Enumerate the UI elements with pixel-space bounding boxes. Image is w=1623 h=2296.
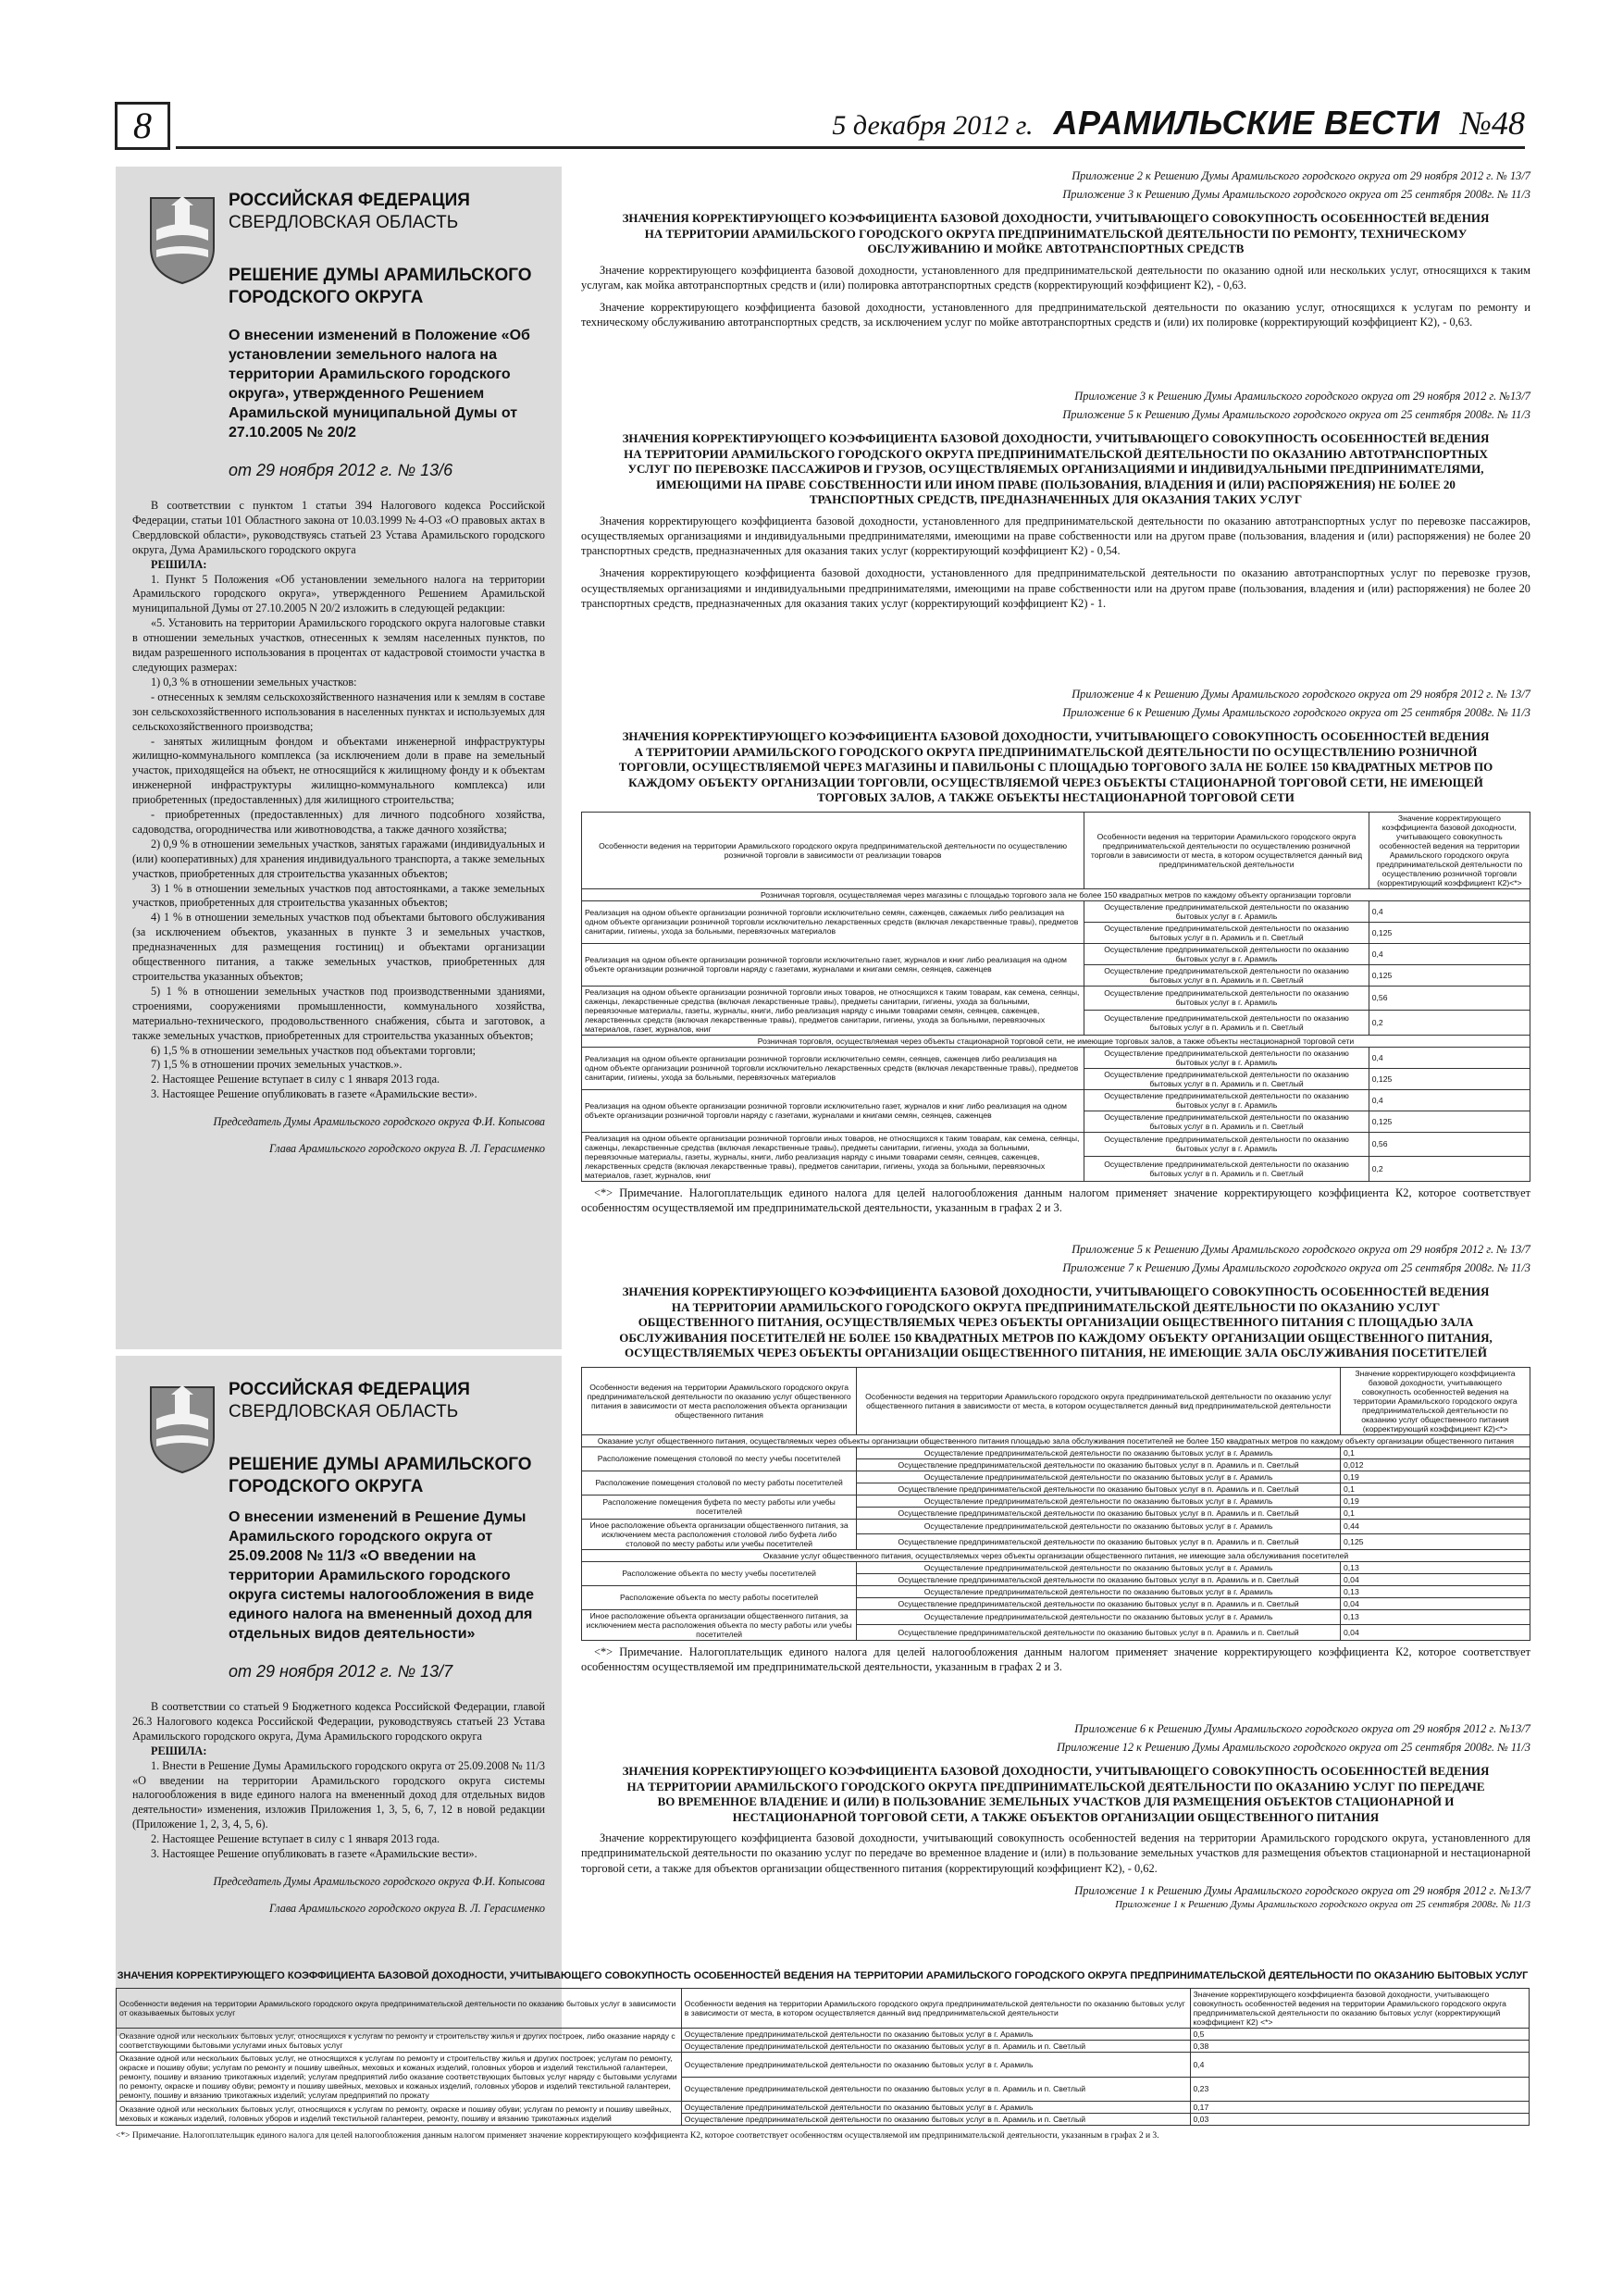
appendix-ref: Приложение 1 к Решению Думы Арамильского городского округа от 25 сентября 2008г. № 11/3 [1115,1898,1530,1910]
table-cell: Осуществление предпринимательской деятельности по оказанию бытовых услуг в г. Арамиль [857,1519,1341,1534]
paragraph: «5. Установить на территории Арамильского городского округа налоговые ставки в отношении земельных участков, отнесенных к землям населенных пунктов, по видам разрешенного использования в процентах от кадастровой стоимости участка в следующих размерах: [132,616,545,674]
table-cell: Реализация на одном объекте организации розничной торговли иных товаров, не относящихся к таким товарам, как семена, сеянцы, саженцы, лекарственные средства (включая лекарственные травы), предметы санитарии, гигиены, ухода за больными, перевязочные материалы, газеты, журналы, книги, либо реализация наряду с иными товарами семян, сеянцев, саженцев, лекарственных средств (включая лекарственные травы), предметов санитарии, гигиены, ухода за больными, перевязочных материалов, газет, журналов, книг [582,986,1084,1035]
table-section-row: Розничная торговля, осуществляемая через магазины с площадью торгового зала не более 150 квадратных метров по каждому объекту организации торговли [582,888,1530,900]
table-cell: 0,125 [1369,964,1530,986]
table-row [582,1519,1530,1534]
table-cell: Осуществление предпринимательской деятельности по оказанию бытовых услуг в п. Арамиль и п. Светлый [1084,1111,1369,1132]
appendix-ref: Приложение 1 к Решению Думы Арамильского городского округа от 29 ноября 2012 г. №13/7 [1074,1883,1530,1897]
table-row [582,943,1530,964]
appendix-ref: Приложение 5 к Решению Думы Арамильского городского округа от 25 сентября 2008г. № 11/3 [1062,408,1530,421]
table-cell: Осуществление предпринимательской деятельности по оказанию бытовых услуг в г. Арамиль [681,2102,1190,2114]
table-cell: 0,03 [1190,2114,1529,2126]
table-cell: Осуществление предпринимательской деятельности по оказанию бытовых услуг в г. Арамиль [1084,943,1369,964]
paragraph: 2. Настоящее Решение вступает в силу с 1 января 2013 года. [151,1832,440,1846]
signature-head: Глава Арамильского городского округа В. Л. Герасименко [268,1901,545,1915]
table-cell: Осуществление предпринимательской деятельности по оказанию бытовых услуг в п. Арамиль и п. Светлый [1084,922,1369,943]
table-cell: Расположение помещения буфета по месту работы или учебы посетителей [582,1495,857,1519]
table-cell: Осуществление предпринимательской деятельности по оказанию бытовых услуг в п. Арамиль и п. Светлый [1084,1011,1369,1036]
appendix-3 [581,387,1530,618]
appendix-4 [581,685,1530,1215]
table-cell: 0,04 [1341,1573,1530,1585]
section-title: ЗНАЧЕНИЯ КОРРЕКТИРУЮЩЕГО КОЭФФИЦИЕНТА БАЗОВОЙ ДОХОДНОСТИ, УЧИТЫВАЮЩЕГО СОВОКУПНОСТЬ ОСОБЕННОСТЕЙ ВЕДЕНИЯ НА ТЕРРИТОРИИ АРАМИЛЬСКОГО ГОРОДСКОГО ОКРУГА ПРЕДПРИНИМАТЕЛЬСКОЙ ДЕЯТЕЛЬНОСТИ ПО ОКАЗАНИЮ УСЛУГ ОБЩЕСТВЕННОГО ПИТАНИЯ, ОСУЩЕСТВЛЯЕМЫХ ЧЕРЕЗ ОБЪЕКТЫ ОРГАНИЗАЦИИ ОБЩЕСТВЕННОГО ПИТАНИЯ С ПЛОЩАДЬЮ ЗАЛА ОБСЛУЖИВАНИЯ ПОСЕТИТЕЛЕЙ НЕ БОЛЕЕ 150 КВАДРАТНЫХ МЕТРОВ ПО КАЖДОМУ ОБЪЕКТУ ОРГАНИЗАЦИИ ОБЩЕСТВЕННОГО ПИТАНИЯ, ОСУЩЕСТВЛЯЕМЫХ ЧЕРЕЗ ОБЪЕКТЫ ОРГАНИЗАЦИИ ОБЩЕСТВЕННОГО ПИТАНИЯ, НЕ ИМЕЮЩИЕ ЗАЛА ОБСЛУЖИВАНИЯ ПОСЕТИТЕЛЕЙ [619,1285,1493,1359]
table-row [117,2053,1530,2078]
decision-title: РЕШЕНИЕ ДУМЫ АРАМИЛЬСКОГО ГОРОДСКОГО ОКРУГА [229,1455,532,1496]
table-cell: Осуществление предпринимательской деятельности по оказанию бытовых услуг в п. Арамиль и п. Светлый [857,1597,1341,1609]
table-header: Особенности ведения на территории Арамильского городского округа предпринимательской деятельности по оказанию услуг общественного питания в зависимости от места, в котором осуществляется данный вид предпринимательской деятельности [857,1367,1341,1434]
table-cell: Реализация на одном объекте организации розничной торговли исключительно газет, журналов и книг либо реализация на одном объекте организации розничной торговли наряду с газетами, журналами и книгами семян, сеянцев, саженцев [582,943,1084,986]
table-cell: 0,17 [1190,2102,1529,2114]
table-cell: Реализация на одном объекте организации розничной торговли исключительно семян, саженцев, сажаемых либо реализация на одном объекте организации розничной торговли исключительно лекарственных средств (включая лекарственные травы), предметов санитарии, гигиены, ухода за больными, перевязочных материалов [582,900,1084,943]
masthead [832,104,1525,143]
table-header: Особенности ведения на территории Арамильского городского округа предпринимательской деятельности по осуществлению розничной торговли в зависимости от реализации товаров [582,812,1084,888]
table-header: Особенности ведения на территории Арамильского городского округа предпринимательской деятельности по оказанию услуг общественного питания в зависимости от места расположения объекта организации общественного питания [582,1367,857,1434]
decision-subtitle: О внесении изменений в Решение Думы Арамильского городского округа от 25.09.2008 № 11/3 «О введении на территории Арамильского городского округа системы налогообложения в виде единого налога на вмененный доход для отдельных видов деятельности» [229,1509,534,1642]
table-cell: 0,012 [1341,1458,1530,1471]
section-title: ЗНАЧЕНИЯ КОРРЕКТИРУЮЩЕГО КОЭФФИЦИЕНТА БАЗОВОЙ ДОХОДНОСТИ, УЧИТЫВАЮЩЕГО СОВОКУПНОСТЬ ОСОБЕННОСТЕЙ ВЕДЕНИЯ НА ТЕРРИТОРИИ АРАМИЛЬСКОГО ГОРОДСКОГО ОКРУГА ПРЕДПРИНИМАТЕЛЬСКОЙ ДЕЯТЕЛЬНОСТИ ПО ОКАЗАНИЮ БЫТОВЫХ УСЛУГ [117,1970,1529,1981]
resolved-label: РЕШИЛА: [151,557,207,571]
table-row [582,900,1530,922]
org-country: РОССИЙСКАЯ ФЕДЕРАЦИЯ [229,191,470,210]
table-cell: 0,1 [1341,1507,1530,1519]
table-header: Значение корректирующего коэффициента базовой доходности, учитывающего совокупность особенностей ведения на территории Арамильского городского округа предпринимательской деятельности по осуществлению розничной торговли (корректирующий коэффициент К2)<*> [1369,812,1530,888]
signature-chair: Председатель Думы Арамильского городского округа Ф.И. Копысова [213,1874,545,1888]
table-cell: Осуществление предпринимательской деятельности по оказанию бытовых услуг в г. Арамиль [1084,986,1369,1011]
decision-subtitle: О внесении изменений в Положение «Об установлении земельного налога на территории Арамильского городского округа», утвержденного Решением Арамильской муниципальной Думы от 27.10.2005 № 20/2 [229,328,530,441]
table-cell: 0,38 [1190,2041,1529,2053]
table-footnote: <*> Примечание. Налогоплательщик единого налога для целей налогообложения данным налогом применяет значение корректирующего коэффициента К2, которое соответствует особенностям осуществляемой им предпринимательской деятельности, указанным в графах 2 и 3. [581,1185,1530,1214]
decision-date: от 29 ноября 2012 г. № 13/6 [229,461,453,479]
table-footnote: <*> Примечание. Налогоплательщик единого налога для целей налогообложения данным налогом применяет значение корректирующего коэффициента К2, которое соответствует особенностям осуществляемой им предпринимательской деятельности, указанным в графах 2 и 3. [116,2131,1159,2141]
table-cell: Реализация на одном объекте организации розничной торговли исключительно газет, журналов и книг либо реализация на одном объекте организации розничной торговли наряду с газетами, журналами и книгами семян, сеянцев, саженцев [582,1089,1084,1132]
decision-body [132,1700,545,1862]
table-cell: 0,4 [1369,900,1530,922]
table-section-row: Оказание услуг общественного питания, осуществляемых через объекты организации общественного питания, не имеющие зала обслуживания посетителей [582,1549,1530,1561]
table-row [117,2102,1530,2114]
paragraph: Значение корректирующего коэффициента базовой доходности, учитывающий совокупность особенностей ведения на территории Арамильского городского округа, установленного для предпринимательской деятельности по оказанию услуг по передаче во временное владение и (или) в пользование земельных участков для размещения объектов стационарной и нестационарной торговой сети, а также для объектов организации общественного питания (корректирующий коэффициент К2), - 0,62. [581,1831,1530,1875]
table-cell: 0,4 [1369,1089,1530,1111]
table-footnote: <*> Примечание. Налогоплательщик единого налога для целей налогообложения данным налогом применяет значение корректирующего коэффициента К2, которое соответствует особенностям осуществляемой им предпринимательской деятельности, указанным в графах 2 и 3. [581,1644,1530,1673]
table-cell: Осуществление предпринимательской деятельности по оказанию бытовых услуг в г. Арамиль [1084,900,1369,922]
table-cell: 0,4 [1369,943,1530,964]
decision-title: РЕШЕНИЕ ДУМЫ АРАМИЛЬСКОГО ГОРОДСКОГО ОКРУГА [229,266,532,307]
table-cell: 0,2 [1369,1157,1530,1182]
table-header: Значение корректирующего коэффициента базовой доходности, учитывающего совокупность особенностей ведения на территории Арамильского городского округа предпринимательской деятельности по оказанию бытовых услуг (корректирующий коэффициент К2) <*> [1190,1989,1529,2029]
table-cell: 0,2 [1369,1011,1530,1036]
table-row [582,1585,1530,1597]
table-cell: Осуществление предпринимательской деятельности по оказанию бытовых услуг в г. Арамиль [857,1446,1341,1458]
table-cell: Оказание одной или нескольких бытовых услуг, относящихся к услугам по ремонту и строительству жилья и других построек, либо оказание наряду с соответствующими бытовыми услугами иных бытовых услуг [117,2029,682,2053]
table-cell: Осуществление предпринимательской деятельности по оказанию бытовых услуг в п. Арамиль и п. Светлый [857,1625,1341,1641]
table-cell: 0,56 [1369,1132,1530,1157]
paragraph: Значение корректирующего коэффициента базовой доходности, установленного для предпринимательской деятельности по оказанию услуг, относящихся к услугам по ремонту и техническому обслуживанию автотранспортных средств, за исключением услуг по мойке автотранспортных средств и (или) их полировке (корректирующий коэффициент К2), - 0,63. [581,301,1530,329]
appendix-1 [116,1969,1530,2141]
table-row [582,1089,1530,1111]
appendix-6 [581,1719,1530,1911]
paragraph: 5) 1 % в отношении земельных участков под производственными зданиями, строениями, сооружениями промышленности, коммунального хозяйства, материально-технического, продовольственного снабжения, сбыта и заготовок, а также земельных участков, приобретенных для строительства указанных объектов; [132,984,545,1042]
table-cell: Осуществление предпринимательской деятельности по оказанию бытовых услуг в п. Арамиль и п. Светлый [681,2041,1190,2053]
table-row [582,1471,1530,1483]
table-cell: 0,23 [1190,2077,1529,2102]
paragraph: 3) 1 % в отношении земельных участков под автостоянками, а также земельных участков, приобретенных для строительства указанных объектов; [132,881,545,910]
appendix-ref: Приложение 12 к Решению Думы Арамильского городского округа от 25 сентября 2008г. № 11/3 [1057,1741,1530,1754]
table-cell: Расположение объекта по месту учебы посетителей [582,1561,857,1585]
table-cell: 0,125 [1341,1534,1530,1550]
paragraph: 1) 0,3 % в отношении земельных участков: [151,675,357,689]
signature-head: Глава Арамильского городского округа В. Л. Герасименко [268,1142,545,1156]
paragraph: Значение корректирующего коэффициента базовой доходности, установленного для предпринимательской деятельности по оказанию одной или нескольких услуг, относящихся к таким услугам, как мойка автотранспортных средств и (или) полировка автотранспортных средств (корректирующий коэффициент К2), - 0,63. [581,263,1530,292]
table-cell: Осуществление предпринимательской деятельности по оказанию бытовых услуг в п. Арамиль и п. Светлый [1084,1157,1369,1182]
section-title: ЗНАЧЕНИЯ КОРРЕКТИРУЮЩЕГО КОЭФФИЦИЕНТА БАЗОВОЙ ДОХОДНОСТИ, УЧИТЫВАЮЩЕГО СОВОКУПНОСТЬ ОСОБЕННОСТЕЙ ВЕДЕНИЯ НА ТЕРРИТОРИИ АРАМИЛЬСКОГО ГОРОДСКОГО ОКРУГА ПРЕДПРИНИМАТЕЛЬСКОЙ ДЕЯТЕЛЬНОСТИ ПО ОКАЗАНИЮ АВТОТРАНСПОРТНЫХ УСЛУГ ПО ПЕРЕВОЗКЕ ПАССАЖИРОВ И ГРУЗОВ, ОСУЩЕСТВЛЯЕМЫХ ОРГАНИЗАЦИЯМИ И ИНДИВИДУАЛЬНЫМИ ПРЕДПРИНИМАТЕЛЯМИ, ИМЕЮЩИМИ НА ПРАВЕ СОБСТВЕННОСТИ ИЛИ ИНОМ ПРАВЕ (ПОЛЬЗОВАНИЯ, ВЛАДЕНИЯ И (ИЛИ) РАСПОРЯЖЕНИЯ) НЕ БОЛЕЕ 20 ТРАНСПОРТНЫХ СРЕДСТВ, ПРЕДНАЗНАЧЕННЫХ ДЛЯ ОКАЗАНИЯ ТАКИХ УСЛУГ [622,431,1490,506]
table-row [582,986,1530,1011]
paragraph: - отнесенных к землям сельскохозяйственного назначения или к землям в составе зон сельскохозяйственного использования в населенных пунктах и используемых для сельскохозяйственного производства; [132,689,545,733]
table-row [582,1132,1530,1157]
table-cell: Осуществление предпринимательской деятельности по оказанию бытовых услуг в п. Арамиль и п. Светлый [681,2077,1190,2102]
table-cell: Осуществление предпринимательской деятельности по оказанию бытовых услуг в п. Арамиль и п. Светлый [857,1573,1341,1585]
table-cell: 0,125 [1369,1111,1530,1132]
catering-table [581,1367,1530,1641]
paragraph: 1. Пункт 5 Положения «Об установлении земельного налога на территории Арамильского городского округа», утвержденного Решением Арамильской муниципальной Думы от 27.10.2005 N 20/2 изложить в следующей редакции: [132,572,545,615]
table-row [117,2029,1530,2041]
section-title: ЗНАЧЕНИЯ КОРРЕКТИРУЮЩЕГО КОЭФФИЦИЕНТА БАЗОВОЙ ДОХОДНОСТИ, УЧИТЫВАЮЩЕГО СОВОКУПНОСТЬ ОСОБЕННОСТЕЙ ВЕДЕНИЯ НА ТЕРРИТОРИИ АРАМИЛЬСКОГО ГОРОДСКОГО ОКРУГА ПРЕДПРИНИМАТЕЛЬСКОЙ ДЕЯТЕЛЬНОСТИ ПО ОКАЗАНИЮ УСЛУГ ПО ПЕРЕДАЧЕ ВО ВРЕМЕННОЕ ВЛАДЕНИЕ И (ИЛИ) В ПОЛЬЗОВАНИЕ ЗЕМЕЛЬНЫХ УЧАСТКОВ ДЛЯ РАЗМЕЩЕНИЯ ОБЪЕКТОВ СТАЦИОНАРНОЙ И НЕСТАЦИОНАРНОЙ ТОРГОВОЙ СЕТИ, А ТАКЖЕ ОБЪЕКТОВ ОРГАНИЗАЦИИ ОБЩЕСТВЕННОГО ПИТАНИЯ [622,1764,1490,1824]
table-cell: Иное расположение объекта организации общественного питания, за исключением места расположения объекта по месту работы или учебы посетителей [582,1609,857,1640]
table-cell: 0,4 [1369,1047,1530,1068]
table-cell: Осуществление предпринимательской деятельности по оказанию бытовых услуг в п. Арамиль и п. Светлый [857,1458,1341,1471]
table-cell: Осуществление предпринимательской деятельности по оказанию бытовых услуг в п. Арамиль и п. Светлый [857,1483,1341,1495]
org-header [229,1380,545,1422]
table-cell: Реализация на одном объекте организации розничной торговли иных товаров, не относящихся к таким товарам, как семена, сеянцы, саженцы, лекарственные средства (включая лекарственные травы), предметы санитарии, гигиены, ухода за больными, перевязочные материалы, газеты, журналы, книги, либо реализация наряду с иными товарами семян, сеянцев, саженцев, лекарственных средств (включая лекарственные травы), предметов санитарии, гигиены, ухода за больными, перевязочных материалов, газет, журналов, книг [582,1132,1084,1181]
issue-number: №48 [1460,105,1525,142]
table-cell: Осуществление предпринимательской деятельности по оказанию бытовых услуг в г. Арамиль [857,1495,1341,1507]
table-cell: Осуществление предпринимательской деятельности по оказанию бытовых услуг в г. Арамиль [681,2029,1190,2041]
table-header: Особенности ведения на территории Арамильского городского округа предпринимательской деятельности по осуществлению розничной торговли в зависимости от места, в котором осуществляется данный вид предпринимательской деятельности [1084,812,1369,888]
section-title: ЗНАЧЕНИЯ КОРРЕКТИРУЮЩЕГО КОЭФФИЦИЕНТА БАЗОВОЙ ДОХОДНОСТИ, УЧИТЫВАЮЩЕГО СОВОКУПНОСТЬ ОСОБЕННОСТЕЙ ВЕДЕНИЯ НА ТЕРРИТОРИИ АРАМИЛЬСКОГО ГОРОДСКОГО ОКРУГА ПРЕДПРИНИМАТЕЛЬСКОЙ ДЕЯТЕЛЬНОСТИ ПО РЕМОНТУ, ТЕХНИЧЕСКОМУ ОБСЛУЖИВАНИЮ И МОЙКЕ АВТОТРАНСПОРТНЫХ СРЕДСТВ [622,211,1490,255]
table-cell: Оказание одной или нескольких бытовых услуг, не относящихся к услугам по ремонту и строительству жилья и других построек; услугам по ремонту, окраске и пошиву обуви; услугам по ремонту и пошиву швейных, меховых и кожаных изделий, головных уборов и изделий текстильной галантереи, ремонту, пошиву и вязанию трикотажных изделий; услугам предприятий либо оказание соответствующих бытовых услуг наряду с бытовыми услугами по ремонту, окраске и пошиву обуви; ремонту и пошиву швейных, меховых и кожаных изделий, головных уборов и изделий текстильной галантереи, ремонту, пошиву и вязанию трикотажных изделий; услугам предприятий по прокату [117,2053,682,2102]
table-cell: 0,125 [1369,922,1530,943]
org-region: СВЕРДЛОВСКАЯ ОБЛАСТЬ [229,1402,459,1421]
coat-of-arms-icon [147,1382,217,1474]
table-cell: Осуществление предпринимательской деятельности по оказанию бытовых услуг в г. Арамиль [1084,1089,1369,1111]
signature-chair: Председатель Думы Арамильского городского округа Ф.И. Копысова [213,1115,545,1129]
table-cell: Оказание одной или нескольких бытовых услуг, относящихся к услугам по ремонту, окраске и пошиву обуви; услугам по ремонту и пошиву швейных, меховых и кожаных изделий, головных уборов и изделий текстильной галантереи, ремонту, пошиву и вязанию трикотажных изделий [117,2102,682,2126]
paragraph: 1. Внести в Решение Думы Арамильского городского округа от 25.09.2008 № 11/3 «О введении на территории Арамильского городского округа системы налогообложения в виде единого налога на вмененный доход для отдельных видов деятельности» изменения, изложив Приложения 1, 3, 5, 6, 7, 12 в новой редакции (Приложение 1, 2, 3, 4, 5, 6). [132,1758,545,1831]
table-cell: 0,19 [1341,1471,1530,1483]
appendix-ref: Приложение 4 к Решению Думы Арамильского городского округа от 29 ноября 2012 г. № 13/7 [1072,688,1530,701]
paragraph: 6) 1,5 % в отношении земельных участков под объектами торговли; [151,1043,477,1057]
table-cell: 0,04 [1341,1597,1530,1609]
paragraph: Значения корректирующего коэффициента базовой доходности, установленного для предпринимательской деятельности по оказанию автотранспортных услуг по перевозке грузов, осуществляемых организациями и индивидуальными предпринимателями, имеющими на праве собственности или на другом праве (пользования, владения и (или) распоряжения) не более 20 транспортных средств, предназначенных для оказания таких услуг (корректирующий коэффициент К2) - 1. [581,566,1530,610]
paragraph: 2. Настоящее Решение вступает в силу с 1 января 2013 года. [151,1073,440,1086]
table-cell: 0,19 [1341,1495,1530,1507]
table-cell: 0,4 [1190,2053,1529,2078]
table-cell: Осуществление предпринимательской деятельности по оказанию бытовых услуг в п. Арамиль и п. Светлый [1084,964,1369,986]
paragraph: Значения корректирующего коэффициента базовой доходности, установленного для предпринимательской деятельности по оказанию автотранспортных услуг по перевозке пассажиров, осуществляемых организациями и индивидуальными предпринимателями, имеющими на праве собственности или на другом праве (пользования, владения и (или) распоряжения) не более 20 транспортных средств, предназначенных для оказания таких услуг (корректирующий коэффициент К2) - 0,54. [581,514,1530,558]
table-section-row: Оказание услуг общественного питания, осуществляемых через объекты организации общественного питания площадью зала обслуживания посетителей не более 150 квадратных метров по каждому объекту организации общественного питания [582,1434,1530,1446]
table-cell: 0,125 [1369,1068,1530,1089]
table-cell: Осуществление предпринимательской деятельности по оказанию бытовых услуг в г. Арамиль [1084,1047,1369,1068]
paragraph: В соответствии с пунктом 1 статьи 394 Налогового кодекса Российской Федерации, статьи 101 Областного закона от 10.03.1999 № 4-ОЗ «О правовых актах в Свердловской области», руководствуясь статьей 23 Устава Арамильского городского округа, Дума Арамильского городского округа [132,499,545,556]
table-cell: Осуществление предпринимательской деятельности по оказанию бытовых услуг в г. Арамиль [1084,1132,1369,1157]
paragraph: - занятых жилищным фондом и объектами инженерной инфраструктуры жилищно-коммунального комплекса (за исключением доли в праве на земельный участок, приходящейся на объект, не относящийся к жилищному фонду и к объектам инженерной инфраструктуры жилищно-коммунального комплекса) или приобретенных (предоставленных) для жилищного строительства; [132,734,545,807]
appendix-ref: Приложение 5 к Решению Думы Арамильского городского округа от 29 ноября 2012 г. № 13/7 [1072,1243,1530,1256]
appendix-ref: Приложение 3 к Решению Думы Арамильского городского округа от 29 ноября 2012 г. №13/7 [1074,390,1530,403]
paragraph: 3. Настоящее Решение опубликовать в газете «Арамильские вести». [151,1847,477,1861]
table-cell: 0,5 [1190,2029,1529,2041]
table-row [582,1495,1530,1507]
table-cell: Осуществление предпринимательской деятельности по оказанию бытовых услуг в п. Арамиль и п. Светлый [857,1507,1341,1519]
appendix-ref: Приложение 6 к Решению Думы Арамильского городского округа от 29 ноября 2012 г. №13/7 [1074,1722,1530,1735]
decision-body [132,499,545,1102]
table-cell: Осуществление предпринимательской деятельности по оказанию бытовых услуг в г. Арамиль [857,1609,1341,1625]
table-header: Особенности ведения на территории Арамильского городского округа предпринимательской деятельности по оказанию бытовых услуг в зависимости от оказываемых бытовых услуг [117,1989,682,2029]
decision-date: от 29 ноября 2012 г. № 13/7 [229,1662,453,1681]
table-cell: Расположение объекта по месту работы посетителей [582,1585,857,1609]
appendix-ref: Приложение 6 к Решению Думы Арамильского городского округа от 25 сентября 2008г. № 11/3 [1062,706,1530,719]
paragraph: - приобретенных (предоставленных) для личного подсобного хозяйства, садоводства, огородничества или животноводства, а также дачного хозяйства; [132,808,545,836]
table-cell: Осуществление предпринимательской деятельности по оказанию бытовых услуг в г. Арамиль [857,1585,1341,1597]
resolved-label: РЕШИЛА: [151,1744,207,1757]
paragraph: 3. Настоящее Решение опубликовать в газете «Арамильские вести». [151,1087,477,1101]
table-row [582,1446,1530,1458]
paragraph: 4) 1 % в отношении земельных участков под объектами бытового обслуживания (за исключением объектов, указанных в пункте 3 и земельных участков, предназначенных для размещения гостиниц) и объектами организации общественного питания, а также земельных участков, приобретенных для строительства указанных объектов; [132,911,545,983]
table-cell: Осуществление предпринимательской деятельности по оказанию бытовых услуг в г. Арамиль [681,2053,1190,2078]
paragraph: 2) 0,9 % в отношении земельных участков, занятых гаражами (индивидуальных и (или) кооперативных) для хранения индивидуального транспорта, а также земельных участков, приобретенных для строительства указанных объектов; [132,837,545,880]
table-row [582,1047,1530,1068]
issue-date: 5 декабря 2012 г. [832,110,1034,141]
decision-13-7-block [116,1356,562,2036]
table-row [582,1609,1530,1625]
table-cell: Иное расположение объекта организации общественного питания, за исключением места расположения столовой либо буфета либо столовой по месту работы или учебы посетителей [582,1519,857,1549]
newspaper-name: АРАМИЛЬСКИЕ ВЕСТИ [1053,104,1441,142]
org-region: СВЕРДЛОВСКАЯ ОБЛАСТЬ [229,213,459,232]
table-cell: Осуществление предпринимательской деятельности по оказанию бытовых услуг в п. Арамиль и п. Светлый [681,2114,1190,2126]
table-cell: 0,13 [1341,1609,1530,1625]
table-cell: Осуществление предпринимательской деятельности по оказанию бытовых услуг в г. Арамиль [857,1561,1341,1573]
table-cell: 0,56 [1369,986,1530,1011]
appendix-5 [581,1240,1530,1674]
table-cell: Осуществление предпринимательской деятельности по оказанию бытовых услуг в г. Арамиль [857,1471,1341,1483]
table-cell: 0,04 [1341,1625,1530,1641]
table-cell: Осуществление предпринимательской деятельности по оказанию бытовых услуг в п. Арамиль и п. Светлый [1084,1068,1369,1089]
table-cell: 0,1 [1341,1483,1530,1495]
table-header: Особенности ведения на территории Арамильского городского округа предпринимательской деятельности по оказанию бытовых услуг в зависимости от места, в котором осуществляется данный вид предпринимательской деятельности [681,1989,1190,2029]
household-services-table [116,1988,1530,2126]
decision-13-6-block [116,167,562,1349]
coat-of-arms-icon [147,192,217,285]
org-country: РОССИЙСКАЯ ФЕДЕРАЦИЯ [229,1380,470,1399]
table-cell: Реализация на одном объекте организации розничной торговли исключительно семян, сеянцев, саженцев либо реализация на одном объекте организации розничной торговли исключительно лекарственных средств (включая лекарственные травы), предметов санитарии, гигиены, ухода за больными, перевязочных материалов [582,1047,1084,1089]
appendix-2 [581,167,1530,338]
table-cell: Осуществление предпринимательской деятельности по оказанию бытовых услуг в п. Арамиль и п. Светлый [857,1534,1341,1550]
section-title: ЗНАЧЕНИЯ КОРРЕКТИРУЮЩЕГО КОЭФФИЦИЕНТА БАЗОВОЙ ДОХОДНОСТИ, УЧИТЫВАЮЩЕГО СОВОКУПНОСТЬ ОСОБЕННОСТЕЙ ВЕДЕНИЯ А ТЕРРИТОРИИ АРАМИЛЬСКОГО ГОРОДСКОГО ОКРУГА ПРЕДПРИНИМАТЕЛЬСКОЙ ДЕЯТЕЛЬНОСТИ ПО ОСУЩЕСТВЛЕНИЮ РОЗНИЧНОЙ ТОРГОВЛИ, ОСУЩЕСТВЛЯЕМОЙ ЧЕРЕЗ МАГАЗИНЫ И ПАВИЛЬОНЫ С ПЛОЩАДЬЮ ТОРГОВОГО ЗАЛА НЕ БОЛЕЕ 150 КВАДРАТНЫХ МЕТРОВ ПО КАЖДОМУ ОБЪЕКТУ ОРГАНИЗАЦИИ ТОРГОВЛИ, ОСУЩЕСТВЛЯЕМОЙ ЧЕРЕЗ ОБЪЕКТЫ СТАЦИОНАРНОЙ ТОРГОВОЙ СЕТИ, НЕ ИМЕЮЩЕЙ ТОРГОВЫХ ЗАЛОВ, А ТАКЖЕ ОБЪЕКТЫ НЕСТАЦИОНАРНОЙ ТОРГОВОЙ СЕТИ [618,729,1493,804]
page-number: 8 [115,102,170,150]
paragraph: В соответствии со статьей 9 Бюджетного кодекса Российской Федерации, главой 26.3 Налогового кодекса Российской Федерации, руководствуясь статьей 23 Устава Арамильского городского округа, Дума Арамильского городского округа [132,1700,545,1743]
paragraph: 7) 1,5 % в отношении прочих земельных участков.». [151,1058,403,1072]
table-row [582,1561,1530,1573]
table-cell: 0,13 [1341,1561,1530,1573]
retail-table [581,812,1530,1182]
table-header: Значение корректирующего коэффициента базовой доходности, учитывающего совокупность особенностей ведения на территории Арамильского городского округа предпринимательской деятельности по оказанию услуг общественного питания (корректирующий коэффициент К2)<*> [1341,1367,1530,1434]
table-section-row: Розничная торговля, осуществляемая через объекты стационарной торговой сети, не имеющие торговых залов, а также объекты нестационарной торговой сети [582,1035,1530,1047]
appendix-ref: Приложение 7 к Решению Думы Арамильского городского округа от 25 сентября 2008г. № 11/3 [1062,1261,1530,1274]
table-cell: Расположение помещения столовой по месту учебы посетителей [582,1446,857,1471]
table-cell: 0,44 [1341,1519,1530,1534]
table-cell: 0,1 [1341,1446,1530,1458]
org-header [229,191,545,233]
appendix-ref: Приложение 3 к Решению Думы Арамильского городского округа от 25 сентября 2008г. № 11/3 [1062,188,1530,201]
table-cell: 0,13 [1341,1585,1530,1597]
table-cell: Расположение помещения столовой по месту работы посетителей [582,1471,857,1495]
header-rule [176,146,1525,149]
appendix-ref: Приложение 2 к Решению Думы Арамильского городского округа от 29 ноября 2012 г. № 13/7 [1072,169,1530,182]
